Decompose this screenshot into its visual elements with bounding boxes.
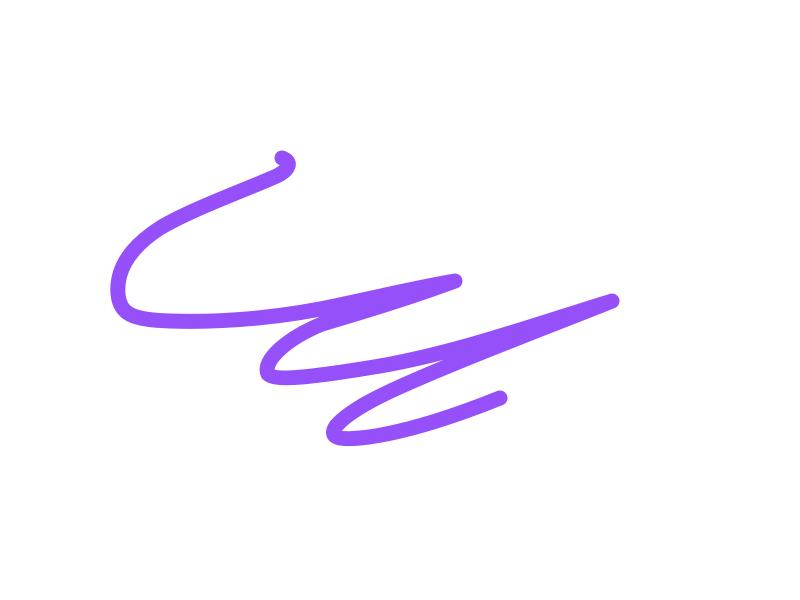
purple-scribble[interactable]: [118, 158, 612, 439]
